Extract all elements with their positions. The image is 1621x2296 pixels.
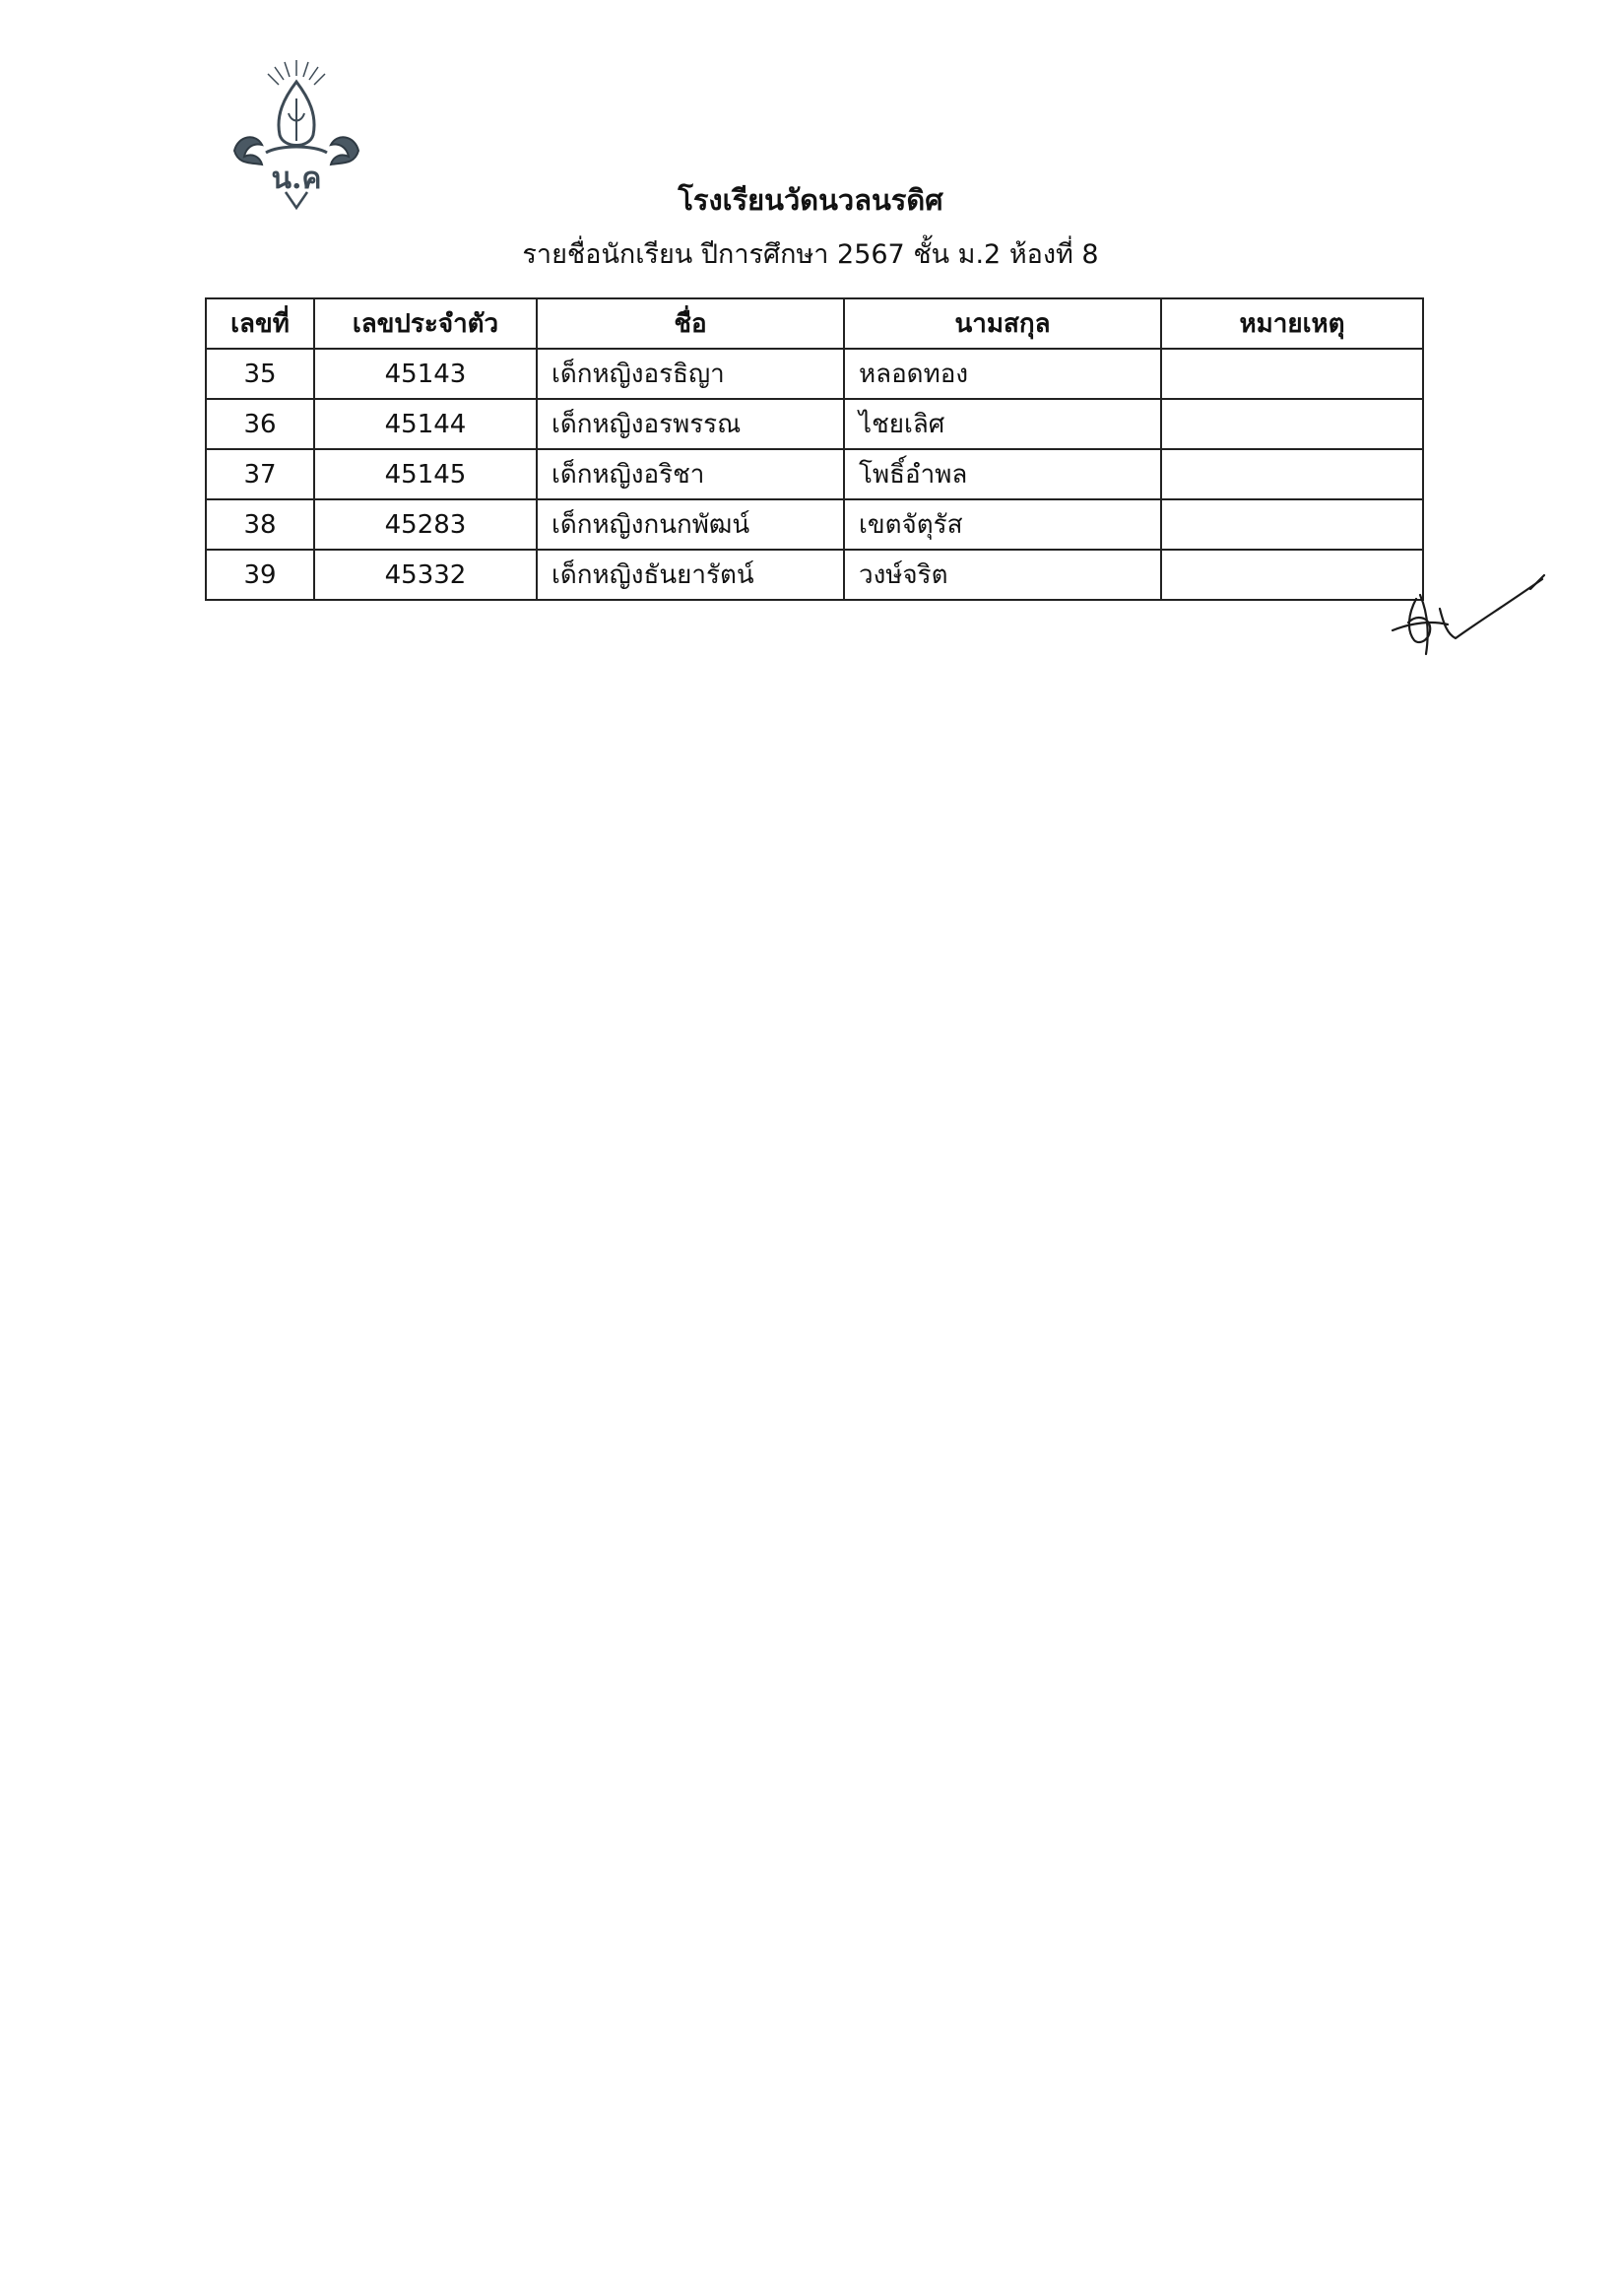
header-student-id: เลขประจำตัว bbox=[314, 298, 537, 349]
student-roster-table bbox=[205, 297, 1424, 601]
cell-number: 35 bbox=[206, 349, 314, 399]
cell-surname: ไชยเลิศ bbox=[844, 399, 1161, 449]
cell-name: เด็กหญิงอริชา bbox=[537, 449, 844, 499]
table-row bbox=[206, 349, 1423, 399]
cell-surname: วงษ์จริต bbox=[844, 550, 1161, 600]
header-surname: นามสกุล bbox=[844, 298, 1161, 349]
table-row bbox=[206, 449, 1423, 499]
cell-student-id: 45145 bbox=[314, 449, 537, 499]
table-row bbox=[206, 499, 1423, 550]
cell-name: เด็กหญิงอรธิญา bbox=[537, 349, 844, 399]
signature bbox=[1387, 569, 1554, 660]
header-remark: หมายเหตุ bbox=[1161, 298, 1423, 349]
cell-number: 39 bbox=[206, 550, 314, 600]
cell-name: เด็กหญิงอรพรรณ bbox=[537, 399, 844, 449]
table-row bbox=[206, 550, 1423, 600]
cell-remark bbox=[1161, 499, 1423, 550]
table-header-row bbox=[206, 298, 1423, 349]
table-row bbox=[206, 399, 1423, 449]
cell-student-id: 45332 bbox=[314, 550, 537, 600]
cell-student-id: 45283 bbox=[314, 499, 537, 550]
cell-number: 37 bbox=[206, 449, 314, 499]
school-name: โรงเรียนวัดนวลนรดิศ bbox=[678, 183, 943, 217]
cell-remark bbox=[1161, 349, 1423, 399]
cell-remark bbox=[1161, 550, 1423, 600]
cell-number: 38 bbox=[206, 499, 314, 550]
cell-remark bbox=[1161, 399, 1423, 449]
logo-letters: น.ค bbox=[271, 162, 322, 196]
cell-remark bbox=[1161, 449, 1423, 499]
header-number: เลขที่ bbox=[206, 298, 314, 349]
cell-student-id: 45144 bbox=[314, 399, 537, 449]
cell-student-id: 45143 bbox=[314, 349, 537, 399]
roster-subtitle: รายชื่อนักเรียน ปีการศึกษา 2567 ชั้น ม.2 ห้องที่ 8 bbox=[522, 239, 1099, 270]
cell-surname: เขตจัตุรัส bbox=[844, 499, 1161, 550]
header-name: ชื่อ bbox=[537, 298, 844, 349]
cell-name: เด็กหญิงกนกพัฒน์ bbox=[537, 499, 844, 550]
cell-surname: หลอดทอง bbox=[844, 349, 1161, 399]
cell-surname: โพธิ์อำพล bbox=[844, 449, 1161, 499]
cell-number: 36 bbox=[206, 399, 314, 449]
cell-name: เด็กหญิงธันยารัตน์ bbox=[537, 550, 844, 600]
